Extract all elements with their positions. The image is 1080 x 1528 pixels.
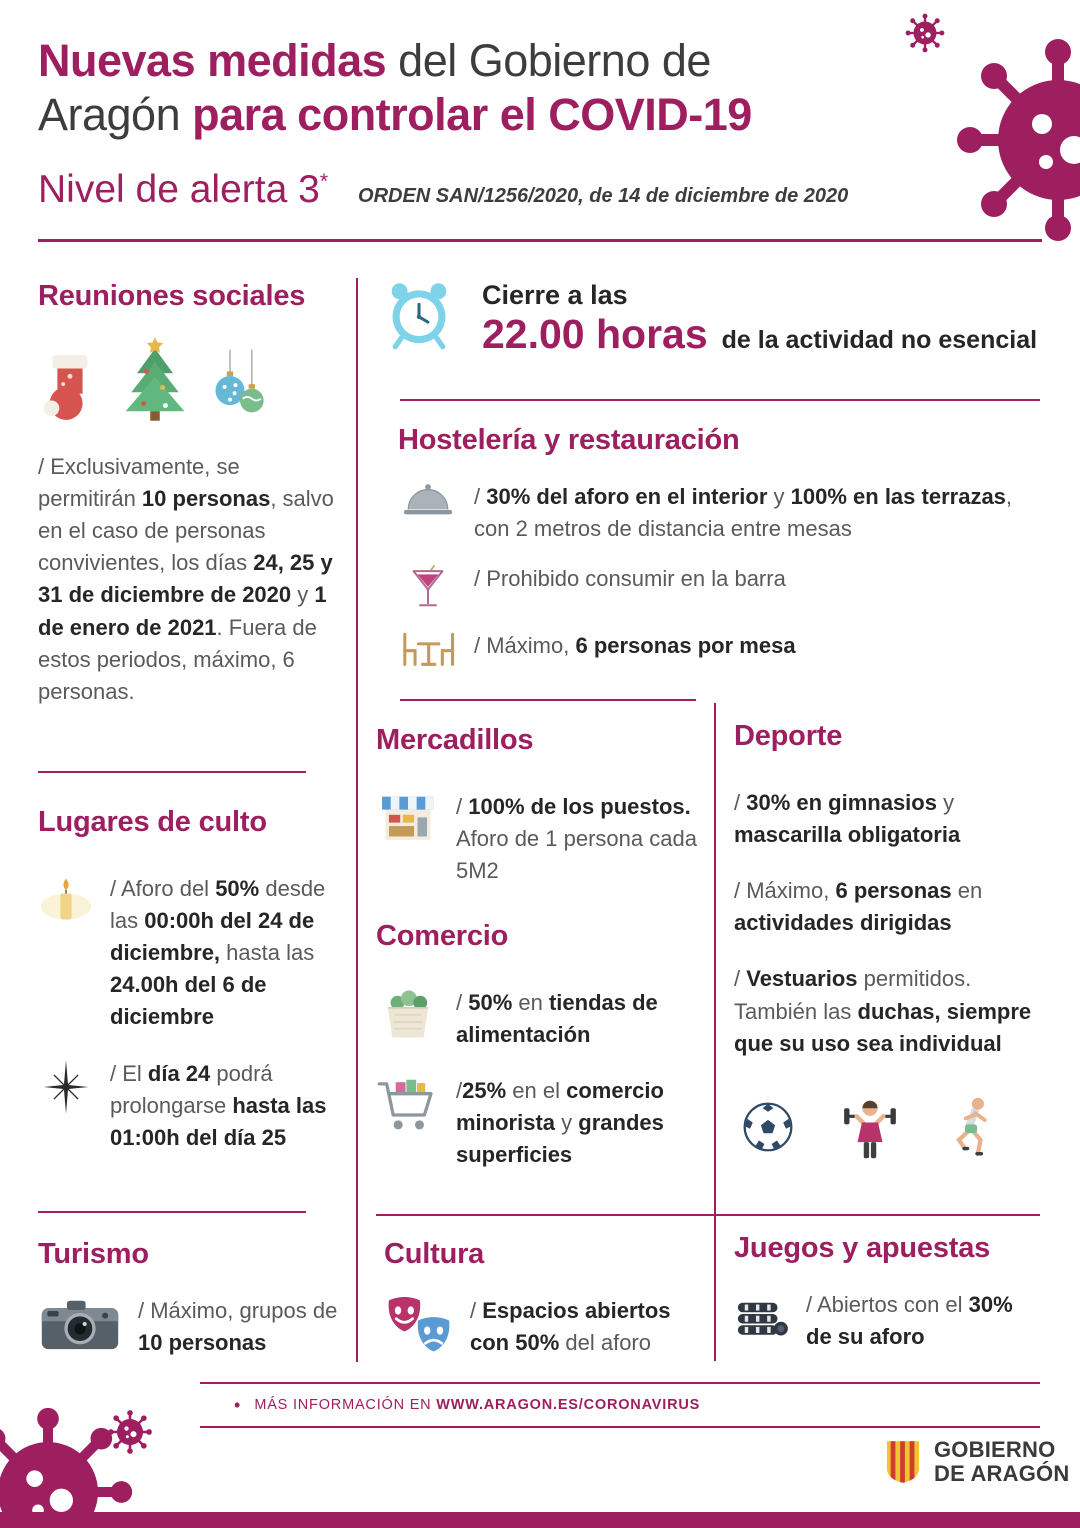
alert-footnote: * xyxy=(319,170,329,193)
section-title: Comercio xyxy=(376,920,509,952)
section-title: Cultura xyxy=(384,1238,485,1270)
poker-chips-icon xyxy=(734,1289,790,1339)
section-title: Mercadillos xyxy=(376,724,534,756)
soccer-ball-icon xyxy=(742,1101,794,1153)
shopping-cart-icon xyxy=(376,1075,440,1137)
weightlifter-icon xyxy=(842,1094,898,1160)
christmas-tree-icon xyxy=(118,335,192,423)
serving-dish-icon xyxy=(398,481,458,521)
theater-masks-icon xyxy=(384,1295,454,1357)
deporte-rule-3: / Vestuarios permitidos. También las duchas, siempre que su uso sea individual xyxy=(734,966,1032,1056)
cultura-rule-1: / Espacios abiertos con 50% del aforo xyxy=(470,1298,671,1356)
reuniones-body: / Exclusivamente, se permitirán 10 personas, salvo en el caso de personas convivientes, los días 24, 25 y 31 de diciembre de 2020 y 1 de enero de 2021. Fuera de estos periodos, máximo, 6 personas. xyxy=(38,454,334,704)
camera-icon xyxy=(38,1295,122,1353)
order-reference: ORDEN SAN/1256/2020, de 14 de diciembre de 2020 xyxy=(358,185,849,207)
title-accent: para controlar el COVID-19 xyxy=(192,89,752,140)
deporte-icons-row xyxy=(734,1094,1042,1160)
section-mercadillos xyxy=(376,724,698,887)
divider xyxy=(376,1214,1040,1216)
section-title: Hostelería y restauración xyxy=(398,424,740,456)
christmas-stocking-icon xyxy=(38,347,100,423)
candle-icon xyxy=(38,873,94,927)
table-chairs-icon xyxy=(398,630,458,670)
market-stall-icon xyxy=(376,791,440,849)
bullet-icon: • xyxy=(234,1395,241,1415)
footer-info-text: MÁS INFORMACIÓN EN WWW.ARAGON.ES/CORONAVIRUS xyxy=(254,1397,701,1413)
comercio-rule-1: / 50% en tiendas de alimentación xyxy=(456,990,658,1048)
hosteleria-rule-1: / 30% del aforo en el interior y 100% en las terrazas, con 2 metros de distancia entre mesas xyxy=(474,484,1013,542)
header xyxy=(38,34,918,212)
coronavirus-url-link[interactable]: WWW.ARAGON.ES/CORONAVIRUS xyxy=(436,1397,701,1413)
section-title: Lugares de culto xyxy=(38,806,267,838)
divider xyxy=(356,278,358,1362)
divider xyxy=(38,771,306,773)
section-title: Deporte xyxy=(734,720,843,752)
section-cierre xyxy=(382,278,1042,358)
section-title: Reuniones sociales xyxy=(38,280,306,312)
cierre-intro: Cierre a las xyxy=(482,280,628,310)
section-juegos-apuestas xyxy=(734,1232,1040,1353)
section-deporte xyxy=(734,720,1042,1160)
logo-text: GOBIERNO DE ARAGÓN xyxy=(934,1437,1070,1486)
section-hosteleria xyxy=(398,424,1040,670)
cierre-scope: de la actividad no esencial xyxy=(721,326,1038,354)
virus-icon xyxy=(104,1406,156,1458)
juegos-rule-1: / Abiertos con el 30% de su aforo xyxy=(806,1292,1013,1350)
footer-info-bar xyxy=(200,1382,1040,1428)
section-lugares-de-culto xyxy=(38,806,340,1154)
subtitle-row xyxy=(38,168,918,212)
turismo-rule-1: / Máximo, grupos de 10 personas xyxy=(138,1298,338,1356)
section-title: Turismo xyxy=(38,1238,149,1270)
divider xyxy=(400,699,696,701)
divider xyxy=(400,399,1040,401)
hosteleria-rule-3: / Máximo, 6 personas por mesa xyxy=(474,633,796,659)
aragon-shield-icon xyxy=(884,1439,922,1485)
culto-rule-1: / Aforo del 50% desde las 00:00h del 24 de diciembre, hasta las 24.00h del 6 de diciembre xyxy=(110,876,326,1030)
cocktail-icon xyxy=(398,563,458,612)
header-divider xyxy=(38,239,1042,242)
cierre-text xyxy=(482,278,1037,358)
bottom-accent-bar xyxy=(0,1512,1080,1528)
section-reuniones-sociales xyxy=(38,280,334,708)
culto-rule-2: / El día 24 podrá prolongarse hasta las 01:00h del día 25 xyxy=(110,1060,327,1150)
section-cultura xyxy=(384,1238,698,1359)
grocery-basket-icon xyxy=(376,987,440,1041)
page-title: Nuevas medidas del Gobierno de Aragón para controlar el COVID-19 xyxy=(38,35,752,140)
deporte-rule-1: / 30% en gimnasios y mascarilla obligatoria xyxy=(734,790,961,848)
section-turismo xyxy=(38,1238,340,1359)
virus-icon xyxy=(938,20,1080,260)
deporte-rule-2: / Máximo, 6 personas en actividades dirigidas xyxy=(734,878,983,936)
divider xyxy=(38,1211,306,1213)
cierre-time: 22.00 horas xyxy=(482,311,708,357)
hosteleria-rule-2: / Prohibido consumir en la barra xyxy=(474,566,786,592)
gobierno-aragon-logo xyxy=(884,1438,1069,1486)
runner-icon xyxy=(946,1095,996,1159)
mercadillos-rule-1: / 100% de los puestos. Aforo de 1 persona cada 5M2 xyxy=(456,794,697,884)
divider xyxy=(714,703,716,1361)
christmas-icons-row xyxy=(38,331,334,423)
section-title: Juegos y apuestas xyxy=(734,1232,991,1264)
alarm-clock-icon xyxy=(382,278,456,352)
alert-level: Nivel de alerta 3* xyxy=(38,168,329,211)
comercio-rule-2: /25% en el comercio minorista y grandes superficies xyxy=(456,1078,664,1168)
section-comercio xyxy=(376,920,698,1172)
christmas-ornaments-icon xyxy=(210,349,270,423)
title-accent: Nuevas medidas xyxy=(38,35,387,86)
star-icon xyxy=(38,1058,94,1116)
